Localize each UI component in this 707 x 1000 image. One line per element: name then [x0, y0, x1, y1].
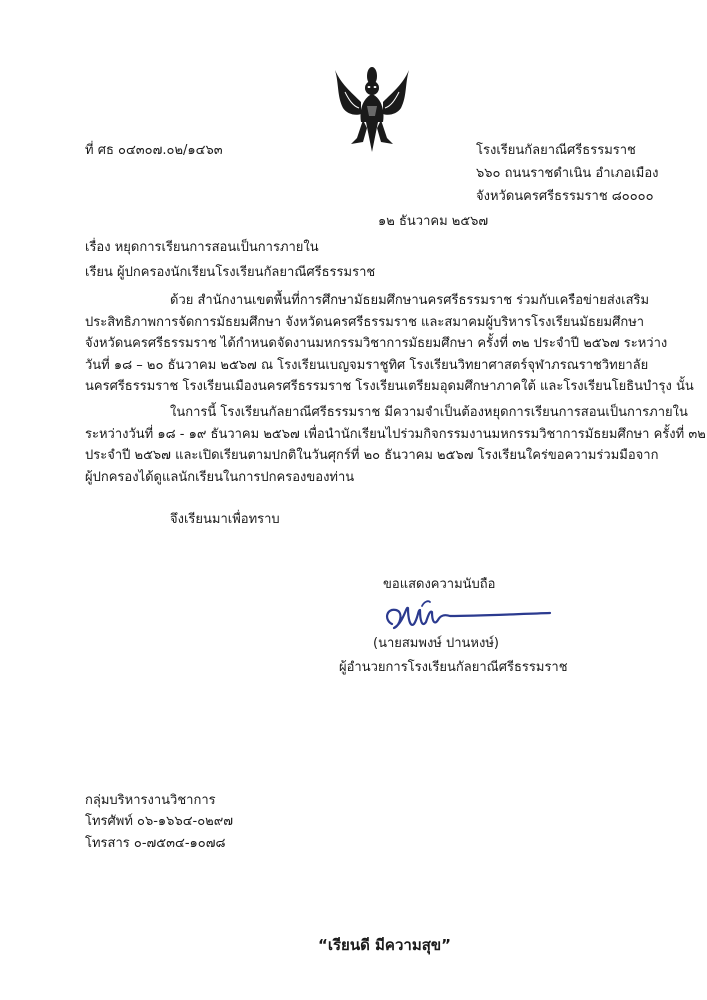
- department-name: กลุ่มบริหารงานวิชาการ: [85, 793, 216, 808]
- paragraph-line: ประจำปี ๒๕๖๗ และเปิดเรียนตามปกติในวันศุกร์ที่ ๒๐ ธันวาคม ๒๕๖๗ โรงเรียนใคร่ขอความร่วมมือจาก: [85, 448, 659, 463]
- address-line-1: ๖๖๐ ถนนราชดำเนิน อำเภอเมือง: [476, 166, 659, 181]
- paragraph-line: ด้วย สำนักงานเขตพื้นที่การศึกษามัธยมศึกษานครศรีธรรมราช ร่วมกับเครือข่ายส่งเสริม: [170, 293, 650, 308]
- addressee-line: เรียน ผู้ปกครองนักเรียนโรงเรียนกัลยาณีศรีธรรมราช: [85, 265, 376, 280]
- paragraph-line: จังหวัดนครศรีธรรมราช ได้กำหนดจัดงานมหกรรมวิชาการมัธยมศึกษา ครั้งที่ ๓๒ ประจำปี ๒๕๖๗ ระหว่าง: [85, 336, 668, 351]
- paragraph-line: ระหว่างวันที่ ๑๘ - ๑๙ ธันวาคม ๒๕๖๗ เพื่อนำนักเรียนไปร่วมกิจกรรมงานมหกรรมวิชาการมัธยมศึกษา ครั้งที่ ๓๒: [85, 426, 706, 442]
- body-paragraph-2: [85, 402, 706, 488]
- letter-date: ๑๒ ธันวาคม ๒๕๖๗: [378, 214, 489, 229]
- garuda-emblem: [333, 62, 411, 154]
- paragraph-line: ผู้ปกครองได้ดูแลนักเรียนในการปกครองของท่าน: [85, 469, 355, 485]
- subject-line: เรื่อง หยุดการเรียนการสอนเป็นการภายใน: [85, 240, 319, 255]
- closing-line: จึงเรียนมาเพื่อทราบ: [170, 512, 280, 527]
- paragraph-line: ในการนี้ โรงเรียนกัลยาณีศรีธรรมราช มีความจำเป็นต้องหยุดการเรียนการสอนเป็นการภายใน: [170, 405, 688, 420]
- phone-number: โทรศัพท์ ๐๖-๑๖๖๔-๐๒๙๗: [85, 814, 234, 829]
- handwritten-signature: [378, 598, 553, 638]
- school-name: โรงเรียนกัลยาณีศรีธรรมราช: [476, 143, 636, 158]
- address-line-2: จังหวัดนครศรีธรรมราช ๘๐๐๐๐: [476, 189, 654, 204]
- paragraph-line: ประสิทธิภาพการจัดการมัธยมศึกษา จังหวัดนครศรีธรรมราช และสมาคมผู้บริหารโรงเรียนมัธยมศึกษา: [85, 314, 645, 330]
- paragraph-line: นครศรีธรรมราช โรงเรียนเมืองนครศรีธรรมราช โรงเรียนเตรียมอุดมศึกษาภาคใต้ และโรงเรียนโยธินบำรุง นั้น: [85, 379, 694, 394]
- reference-number: ที่ ศธ ๐๔๓๐๗.๐๒/๑๔๖๓: [85, 143, 223, 158]
- school-motto: “เรียนดี มีความสุข”: [318, 936, 451, 954]
- fax-number: โทรสาร ๐-๗๕๓๔-๑๐๗๘: [85, 836, 226, 851]
- signatory-position: ผู้อำนวยการโรงเรียนกัลยาณีศรีธรรมราช: [339, 660, 568, 675]
- paragraph-line: วันที่ ๑๘ – ๒๐ ธันวาคม ๒๕๖๗ ณ โรงเรียนเบญจมราชูทิศ โรงเรียนวิทยาศาสตร์จุฬาภรณราชวิทยาลัย: [85, 357, 649, 373]
- regards-text: ขอแสดงความนับถือ: [383, 577, 496, 592]
- body-paragraph-1: [85, 290, 694, 398]
- signatory-name: (นายสมพงษ์ ปานหงษ์): [373, 636, 499, 651]
